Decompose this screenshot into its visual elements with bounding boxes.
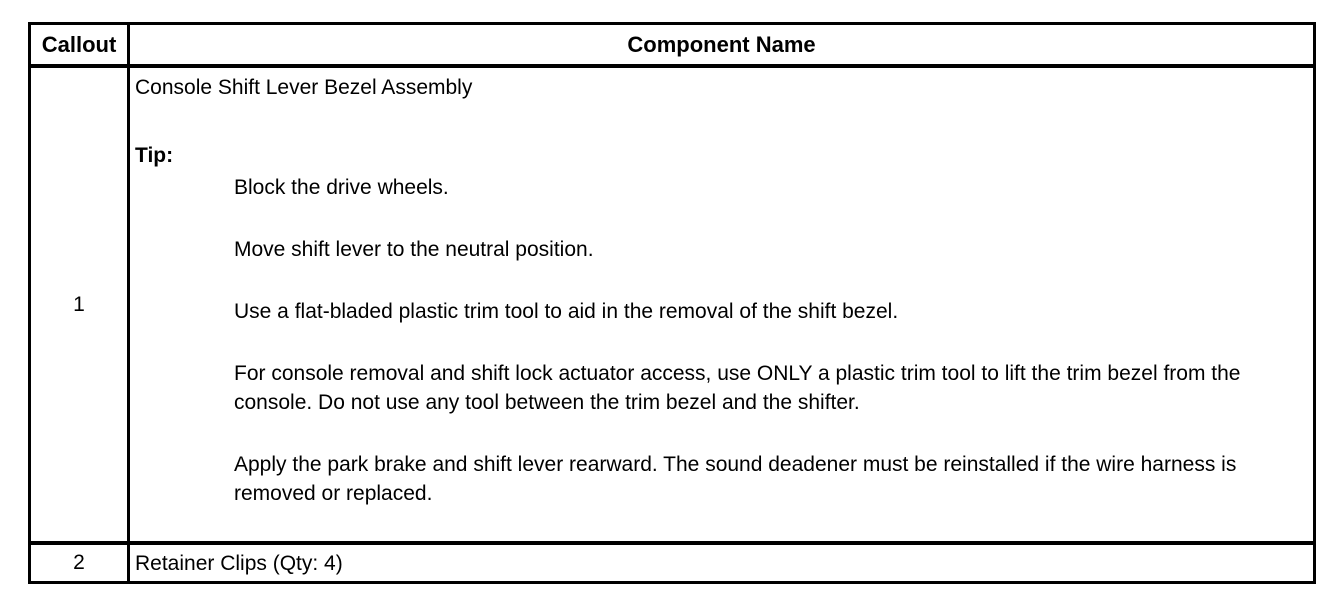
tip-item-1: Block the drive wheels.	[234, 176, 449, 199]
tip-item-2: Move shift lever to the neutral position.	[234, 238, 594, 261]
tip-list	[234, 173, 1314, 541]
component-name-2: Retainer Clips (Qty: 4)	[135, 552, 343, 575]
tip-item-3: Use a flat-bladed plastic trim tool to aid in the removal of the shift bezel.	[234, 300, 899, 323]
column-divider	[127, 25, 130, 581]
callout-number-1: 1	[73, 293, 85, 316]
component-name-1: Console Shift Lever Bezel Assembly	[135, 76, 473, 99]
tip-label: Tip:	[135, 144, 174, 167]
component-table	[28, 22, 1316, 584]
tip-item-5: Apply the park brake and shift lever rearward. The sound deadener must be reinstalled if the wire harness is removed or replaced.	[234, 453, 1237, 505]
callout-column-header: Callout	[41, 32, 117, 57]
tip-item-4: For console removal and shift lock actuator access, use ONLY a plastic trim tool to lift the trim bezel from the console. Do not use any tool between the trim bezel and the shifter.	[234, 362, 1241, 414]
callout-number-2: 2	[73, 551, 85, 574]
header-divider	[31, 64, 1313, 68]
component-name-column-header: Component Name	[627, 32, 816, 57]
row-divider	[31, 541, 1313, 545]
